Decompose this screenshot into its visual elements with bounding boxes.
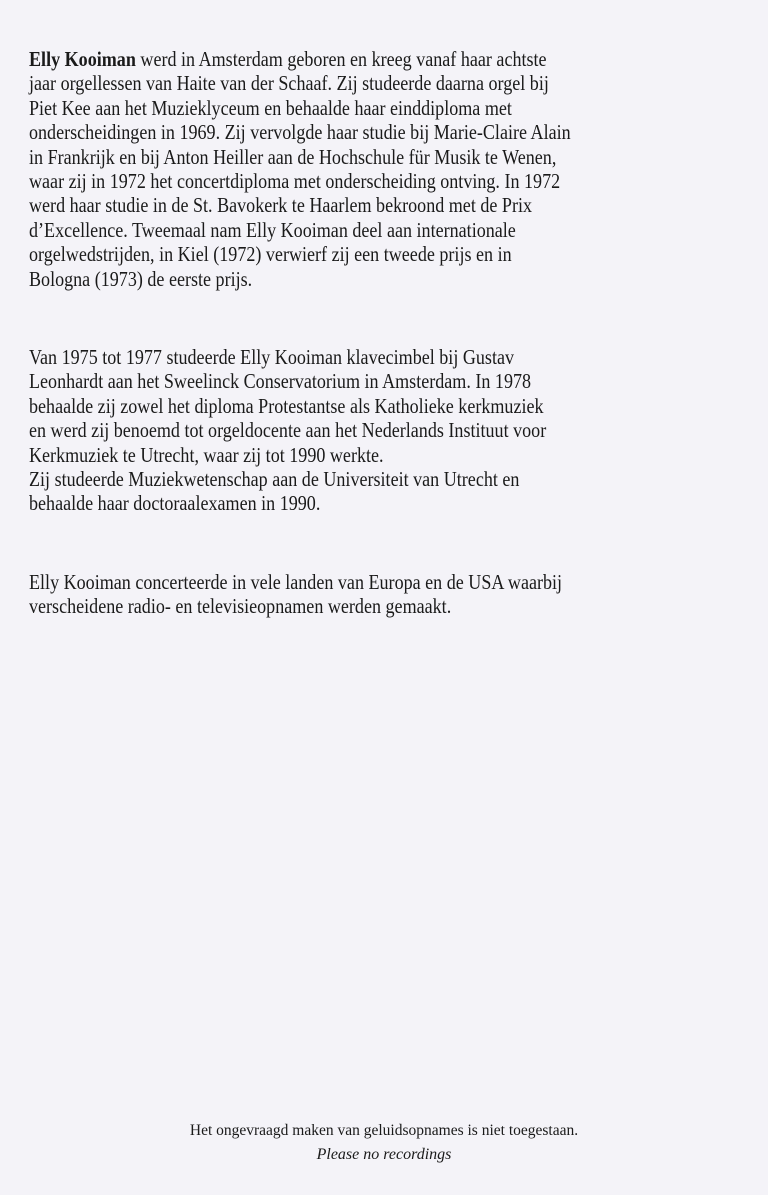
- text-line: [29, 47, 665, 71]
- text-line: Elly Kooiman concerteerde in vele landen van Europa en de USA waarbij: [29, 570, 563, 594]
- text-line: Kerkmuziek te Utrecht, waar zij tot 1990 werkte.: [29, 442, 384, 467]
- text-line: Van 1975 tot 1977 studeerde Elly Kooiman klavecimbel bij Gustav: [29, 345, 515, 369]
- text-line: behaalde haar doctoraalexamen in 1990.: [29, 491, 321, 516]
- text-line: en werd zij benoemd tot orgeldocente aan het Nederlands Instituut voor: [29, 418, 547, 443]
- biography-paragraph-2: [29, 345, 768, 516]
- text-line: behaalde zij zowel het diploma Protestantse als Katholieke kerkmuziek: [29, 393, 544, 418]
- text-line: jaar orgellessen van Haite van der Schaaf. Zij studeerde daarna orgel bij: [29, 71, 549, 96]
- recording-notice-english: Please no recordings: [316, 1146, 452, 1163]
- recording-notice-dutch: Het ongevraagd maken van geluidsopnames is niet toegestaan.: [189, 1122, 579, 1139]
- biography-paragraph-1: [29, 47, 768, 291]
- text-line: d’Excellence. Tweemaal nam Elly Kooiman deel aan internationale: [29, 217, 516, 242]
- text-line: orgelwedstrijden, in Kiel (1972) verwierf zij een tweede prijs en in: [29, 242, 512, 267]
- person-name-bold: Elly Kooiman: [29, 47, 136, 71]
- text-line: werd haar studie in de St. Bavokerk te Haarlem bekroond met de Prix: [29, 193, 533, 218]
- biography-paragraph-3: [29, 570, 768, 619]
- text-line: Bologna (1973) de eerste prijs.: [29, 266, 253, 291]
- text-line: onderscheidingen in 1969. Zij vervolgde haar studie bij Marie-Claire Alain: [29, 120, 571, 145]
- text-line: in Frankrijk en bij Anton Heiller aan de Hochschule für Musik te Wenen,: [29, 144, 557, 169]
- text-line: verscheidene radio- en televisieopnamen werden gemaakt.: [29, 594, 452, 619]
- text-line: waar zij in 1972 het concertdiploma met onderscheiding ontving. In 1972: [29, 168, 561, 193]
- text-line: Zij studeerde Muziekwetenschap aan de Universiteit van Utrecht en: [29, 466, 520, 491]
- text-line-content: werd in Amsterdam geboren en kreeg vanaf haar achtste: [135, 47, 547, 71]
- text-line: Piet Kee aan het Muzieklyceum en behaalde haar einddiploma met: [29, 95, 512, 120]
- text-line: Leonhardt aan het Sweelinck Conservatorium in Amsterdam. In 1978: [29, 369, 532, 394]
